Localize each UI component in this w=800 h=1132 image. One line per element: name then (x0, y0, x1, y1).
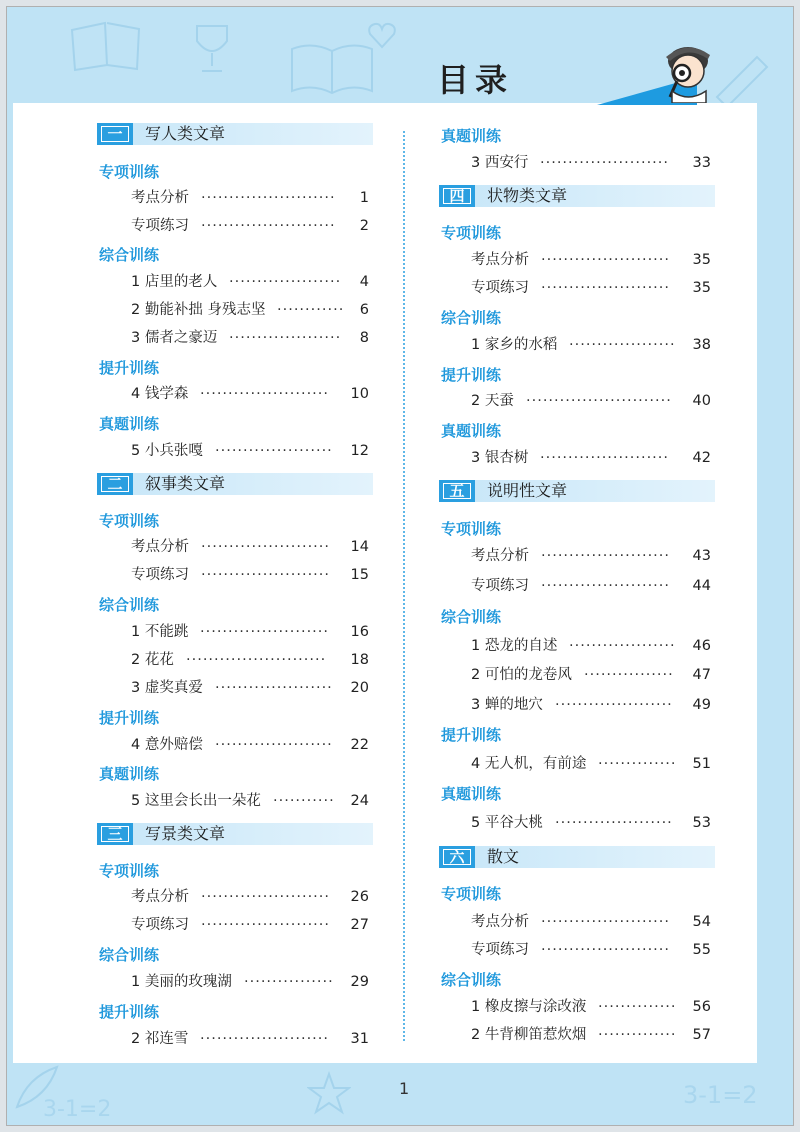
entry-title: 考点分析 (131, 190, 189, 206)
toc-entry[interactable] (471, 545, 711, 567)
entry-page-number: 22 (350, 737, 369, 753)
entry-title: 1 家乡的水稻 (471, 337, 558, 353)
entry-title: 2 天蚕 (471, 393, 514, 409)
entry-page-number: 12 (350, 443, 369, 459)
entry-title: 3 蝉的地穴 (471, 697, 543, 713)
entry-page-number: 57 (692, 1027, 711, 1043)
entry-title: 2 勤能补拙 身残志坚 (131, 302, 266, 318)
formula-doodle-right: 3-1=2 (683, 1081, 758, 1109)
toc-entry[interactable] (131, 621, 369, 643)
leader-dots: ················ (244, 974, 334, 990)
entry-title: 专项练习 (471, 280, 529, 296)
entry-title: 考点分析 (471, 548, 529, 564)
leader-dots: ············ (277, 302, 345, 318)
entry-page-number: 55 (692, 942, 711, 958)
toc-entry[interactable] (471, 575, 711, 597)
entry-title: 考点分析 (471, 252, 529, 268)
toc-entry[interactable] (471, 277, 711, 299)
subsection-heading: 综合训练 (99, 246, 160, 264)
toc-entry[interactable] (131, 215, 369, 237)
section-number: 一 (97, 123, 133, 145)
toc-entry[interactable] (131, 790, 369, 812)
entry-title: 专项练习 (471, 942, 529, 958)
leader-dots: ····················· (215, 737, 333, 753)
section-title: 状物类文章 (487, 186, 568, 205)
entry-title: 专项练习 (131, 567, 189, 583)
leader-dots: ······················· (540, 155, 670, 171)
toc-entry[interactable] (471, 249, 711, 271)
entry-title: 3 西安行 (471, 155, 529, 171)
page-title: 目录 (437, 61, 514, 99)
subsection-heading: 专项训练 (441, 224, 502, 242)
toc-entry[interactable] (471, 635, 711, 657)
entry-page-number: 56 (692, 999, 711, 1015)
entry-title: 考点分析 (471, 914, 529, 930)
section-header (97, 823, 373, 845)
entry-title: 4 意外赔偿 (131, 737, 203, 753)
toc-entry[interactable] (131, 649, 369, 671)
toc-entry[interactable] (471, 664, 711, 686)
section-title: 写景类文章 (145, 824, 226, 843)
section-title: 写人类文章 (145, 124, 226, 143)
entry-page-number: 27 (350, 917, 369, 933)
leader-dots: ························· (186, 652, 327, 668)
toc-entry[interactable] (471, 939, 711, 961)
toc-entry[interactable] (131, 886, 369, 908)
entry-page-number: 40 (692, 393, 711, 409)
entry-page-number: 38 (692, 337, 711, 353)
leader-dots: ······················· (201, 567, 331, 583)
entry-title: 1 店里的老人 (131, 274, 218, 290)
toc-entry[interactable] (471, 996, 711, 1018)
subsection-heading: 提升训练 (99, 1003, 160, 1021)
subsection-heading: 提升训练 (441, 366, 502, 384)
toc-entry[interactable] (131, 299, 369, 321)
section-header (439, 480, 715, 502)
section-title: 散文 (487, 847, 520, 866)
section-header (439, 846, 715, 868)
section-header (97, 123, 373, 145)
boy-with-magnifier-icon (652, 41, 722, 103)
entry-page-number: 1 (359, 190, 369, 206)
leader-dots: ··········· (273, 793, 335, 809)
entry-page-number: 10 (350, 386, 369, 402)
leader-dots: ··················· (569, 638, 676, 654)
entry-page-number: 26 (350, 889, 369, 905)
toc-entry[interactable] (131, 440, 369, 462)
leader-dots: ······················· (541, 914, 671, 930)
subsection-heading: 提升训练 (99, 359, 160, 377)
entry-page-number: 53 (692, 815, 711, 831)
leader-dots: ·············· (598, 999, 677, 1015)
toc-entry[interactable] (471, 390, 711, 412)
toc-entry[interactable] (131, 187, 369, 209)
entry-title: 3 虚奖真爱 (131, 680, 203, 696)
subsection-heading: 真题训练 (441, 422, 502, 440)
toc-entry[interactable] (131, 271, 369, 293)
entry-title: 2 牛背柳笛惹炊烟 (471, 1027, 587, 1043)
entry-page-number: 51 (692, 756, 711, 772)
subsection-heading: 专项训练 (99, 512, 160, 530)
section-number: 六 (439, 846, 475, 868)
entry-title: 3 儒者之豪迈 (131, 330, 218, 346)
entry-page-number: 35 (692, 252, 711, 268)
subsection-heading: 综合训练 (99, 596, 160, 614)
entry-page-number: 43 (692, 548, 711, 564)
toc-entry[interactable] (471, 911, 711, 933)
leader-dots: ····················· (215, 443, 333, 459)
section-title: 叙事类文章 (145, 474, 226, 493)
subsection-heading: 提升训练 (441, 726, 502, 744)
subsection-heading: 提升训练 (99, 709, 160, 727)
subsection-heading: 真题训练 (441, 785, 502, 803)
heart-doodle-icon (367, 21, 397, 49)
toc-entry[interactable] (131, 914, 369, 936)
entry-page-number: 16 (350, 624, 369, 640)
entry-title: 专项练习 (471, 578, 529, 594)
star-doodle-icon (307, 1071, 351, 1115)
entry-page-number: 31 (350, 1031, 369, 1047)
leader-dots: ·············· (598, 1027, 677, 1043)
subsection-heading: 专项训练 (441, 520, 502, 538)
subsection-heading: 综合训练 (441, 608, 502, 626)
entry-page-number: 42 (692, 450, 711, 466)
entry-title: 考点分析 (131, 889, 189, 905)
entry-page-number: 54 (692, 914, 711, 930)
leader-dots: ························ (201, 218, 336, 234)
column-divider (403, 131, 405, 1041)
section-number: 二 (97, 473, 133, 495)
entry-page-number: 2 (359, 218, 369, 234)
subsection-heading: 综合训练 (441, 309, 502, 327)
subsection-heading: 专项训练 (441, 885, 502, 903)
leader-dots: ······················· (540, 450, 670, 466)
leader-dots: ······················· (541, 578, 671, 594)
toc-entry[interactable] (131, 971, 369, 993)
entry-title: 专项练习 (131, 218, 189, 234)
toc-entry[interactable] (131, 734, 369, 756)
entry-title: 5 小兵张嘎 (131, 443, 203, 459)
entry-page-number: 29 (350, 974, 369, 990)
section-title: 说明性文章 (487, 481, 568, 500)
subsection-heading: 专项训练 (99, 862, 160, 880)
leader-dots: ······················· (201, 539, 331, 555)
toc-entry[interactable] (471, 1024, 711, 1046)
subsection-heading: 真题训练 (441, 127, 502, 145)
leader-dots: ······················· (541, 548, 671, 564)
toc-entry[interactable] (131, 1028, 369, 1050)
leader-dots: ······················· (200, 386, 330, 402)
entry-page-number: 20 (350, 680, 369, 696)
entry-title: 考点分析 (131, 539, 189, 555)
entry-page-number: 35 (692, 280, 711, 296)
entry-page-number: 8 (359, 330, 369, 346)
toc-entry[interactable] (131, 536, 369, 558)
page-number: 1 (399, 1079, 410, 1098)
section-number: 三 (97, 823, 133, 845)
entry-page-number: 49 (692, 697, 711, 713)
formula-doodle-left: 3-1=2 (43, 1097, 112, 1122)
entry-title: 5 平谷大桃 (471, 815, 543, 831)
entry-title: 4 钱学森 (131, 386, 189, 402)
toc-entry[interactable] (471, 334, 711, 356)
leader-dots: ······················· (541, 252, 671, 268)
entry-page-number: 46 (692, 638, 711, 654)
toc-entry[interactable] (471, 152, 711, 174)
subsection-heading: 真题训练 (99, 415, 160, 433)
entry-title: 1 美丽的玫瑰湖 (131, 974, 232, 990)
leader-dots: ····················· (555, 697, 673, 713)
toc-entry[interactable] (131, 383, 369, 405)
entry-title: 1 不能跳 (131, 624, 189, 640)
entry-page-number: 47 (692, 667, 711, 683)
toc-entry[interactable] (131, 327, 369, 349)
subsection-heading: 综合训练 (441, 971, 502, 989)
subsection-heading: 综合训练 (99, 946, 160, 964)
entry-page-number: 4 (359, 274, 369, 290)
section-number: 四 (439, 185, 475, 207)
leader-dots: ····················· (215, 680, 333, 696)
open-book-doodle-icon (287, 39, 377, 99)
leader-dots: ······················· (200, 624, 330, 640)
leader-dots: ···················· (229, 330, 342, 346)
leader-dots: ······················· (201, 917, 331, 933)
toc-entry[interactable] (471, 694, 711, 716)
subsection-heading: 真题训练 (99, 765, 160, 783)
book-doodle-icon (67, 15, 147, 75)
toc-entry[interactable] (471, 447, 711, 469)
section-number: 五 (439, 480, 475, 502)
leader-dots: ··················· (569, 337, 676, 353)
entry-page-number: 24 (350, 793, 369, 809)
leader-dots: ······················· (200, 1031, 330, 1047)
leader-dots: ·························· (526, 393, 672, 409)
entry-title: 3 银杏树 (471, 450, 529, 466)
entry-title: 1 恐龙的自述 (471, 638, 558, 654)
leader-dots: ·············· (598, 756, 677, 772)
toc-entry[interactable] (471, 753, 711, 775)
toc-entry[interactable] (471, 812, 711, 834)
leader-dots: ······················· (541, 280, 671, 296)
entry-title: 2 祁连雪 (131, 1031, 189, 1047)
entry-page-number: 6 (359, 302, 369, 318)
toc-entry[interactable] (131, 564, 369, 586)
entry-title: 2 花花 (131, 652, 174, 668)
leader-dots: ····················· (555, 815, 673, 831)
trophy-doodle-icon (187, 21, 237, 81)
entry-page-number: 14 (350, 539, 369, 555)
entry-page-number: 33 (692, 155, 711, 171)
entry-page-number: 44 (692, 578, 711, 594)
leader-dots: ······················· (201, 889, 331, 905)
entry-page-number: 18 (350, 652, 369, 668)
leader-dots: ················ (584, 667, 674, 683)
leader-dots: ························ (201, 190, 336, 206)
toc-entry[interactable] (131, 677, 369, 699)
entry-page-number: 15 (350, 567, 369, 583)
entry-title: 4 无人机，有前途 (471, 756, 587, 772)
page-background (6, 6, 794, 1126)
entry-title: 1 橡皮擦与涂改液 (471, 999, 587, 1015)
entry-title: 专项练习 (131, 917, 189, 933)
entry-title: 5 这里会长出一朵花 (131, 793, 261, 809)
entry-title: 2 可怕的龙卷风 (471, 667, 572, 683)
section-header (97, 473, 373, 495)
leader-dots: ···················· (229, 274, 342, 290)
section-header (439, 185, 715, 207)
leader-dots: ······················· (541, 942, 671, 958)
subsection-heading: 专项训练 (99, 163, 160, 181)
